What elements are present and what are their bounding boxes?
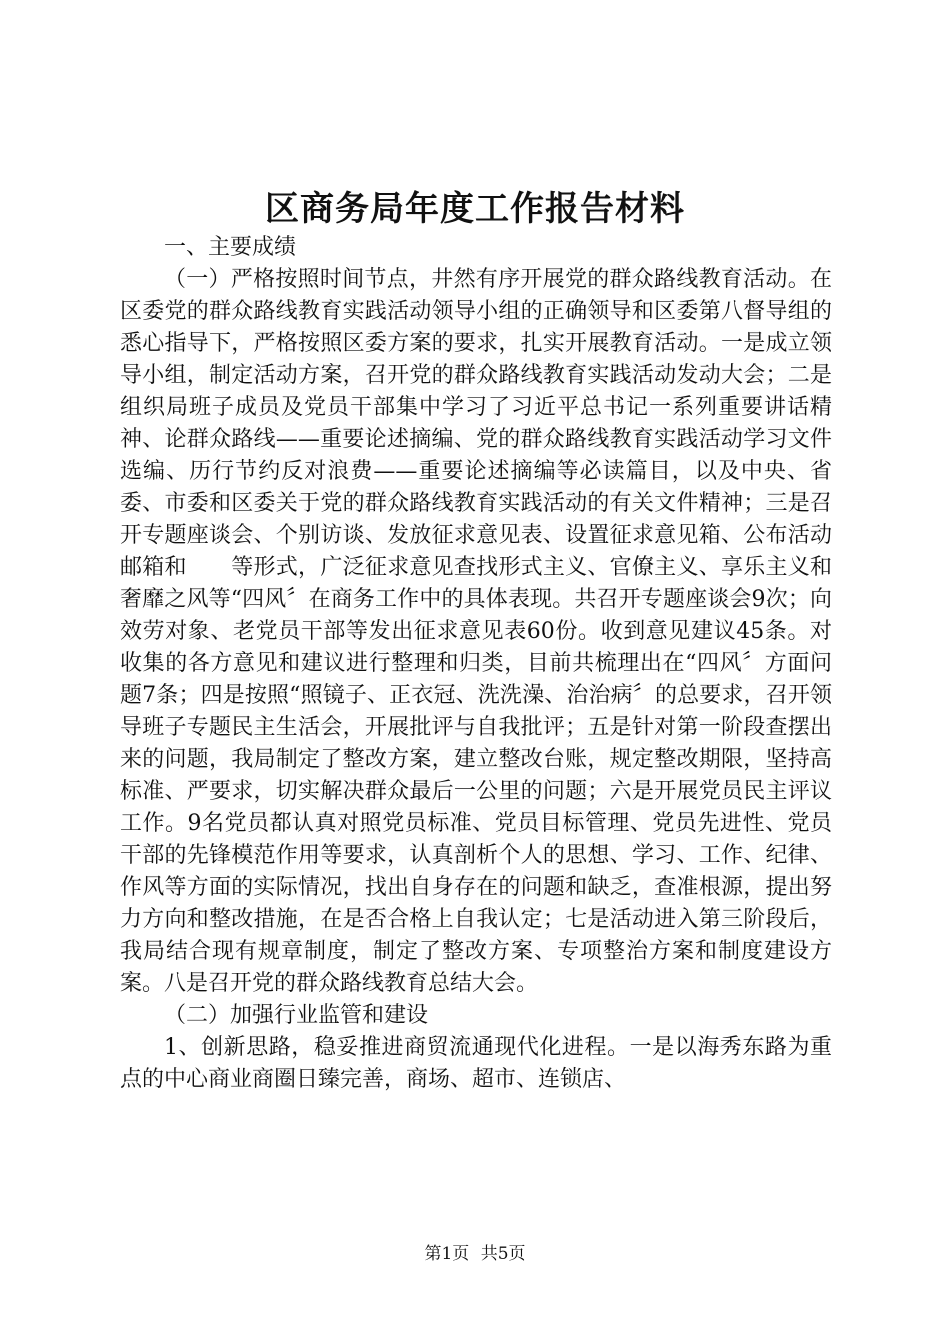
page-total: 共5页 — [480, 1244, 526, 1264]
document-title: 区商务局年度工作报告材料 — [265, 189, 685, 229]
page-number: 第1页 — [424, 1244, 470, 1264]
body-paragraph: 1、创新思路，稳妥推进商贸流通现代化进程。一是以海秀东路为重点的中心商业商圈日臻完善，商场、超市、连锁店、 — [120, 1035, 832, 1092]
section-heading: 一、主要成绩 — [164, 235, 297, 260]
subsection-heading: （二）加强行业监管和建设 — [164, 1003, 429, 1028]
document-body — [120, 232, 832, 1096]
page-footer — [0, 1242, 950, 1266]
body-paragraph: （一）严格按照时间节点，井然有序开展党的群众路线教育活动。在区委党的群众路线教育实践活动领导小组的正确领导和区委第八督导组的悉心指导下，严格按照区委方案的要求，扎实开展教育活动。一是成立领导小组，制定活动方案，召开党的群众路线教育实践活动发动大会；二是组织局班子成员及党员干部集中学习了习近平总书记一系列重要讲话精神、论群众路线——重要论述摘编、党的群众路线教育实践活动学习文件选编、历行节约反对浪费——重要论述摘编等必读篇目，以及中央、省委、市委和区委关于党的群众路线教育实践活动的有关文件精神；三是召开专题座谈会、个别访谈、发放征求意见表、设置征求意见箱、公布活动邮箱和 等形式，广泛征求意见查找形式主义、官僚主义、享乐主义和奢靡之风等“四风〞在商务工作中的具体表现。共召开专题座谈会9次；向效劳对象、老党员干部等发出征求意见表60份。收到意见建议45条。对收集的各方意见和建议进行整理和归类，目前共梳理出在“四风〞方面问题7条；四是按照“照镜子、正衣冠、洗洗澡、治治病〞的总要求，召开领导班子专题民主生活会，开展批评与自我批评；五是针对第一阶段查摆出来的问题，我局制定了整改方案，建立整改台账，规定整改期限，坚持高标准、严要求，切实解决群众最后一公里的问题；六是开展党员民主评议工作。9名党员都认真对照党员标准、党员目标管理、党员先进性、党员干部的先锋模范作用等要求，认真剖析个人的思想、学习、工作、纪律、作风等方面的实际情况，找出自身存在的问题和缺乏，查准根源，提出努力方向和整改措施，在是否合格上自我认定；七是活动进入第三阶段后，我局结合现有规章制度，制定了整改方案、专项整治方案和制度建设方案。八是召开党的群众路线教育总结大会。 — [120, 267, 832, 996]
